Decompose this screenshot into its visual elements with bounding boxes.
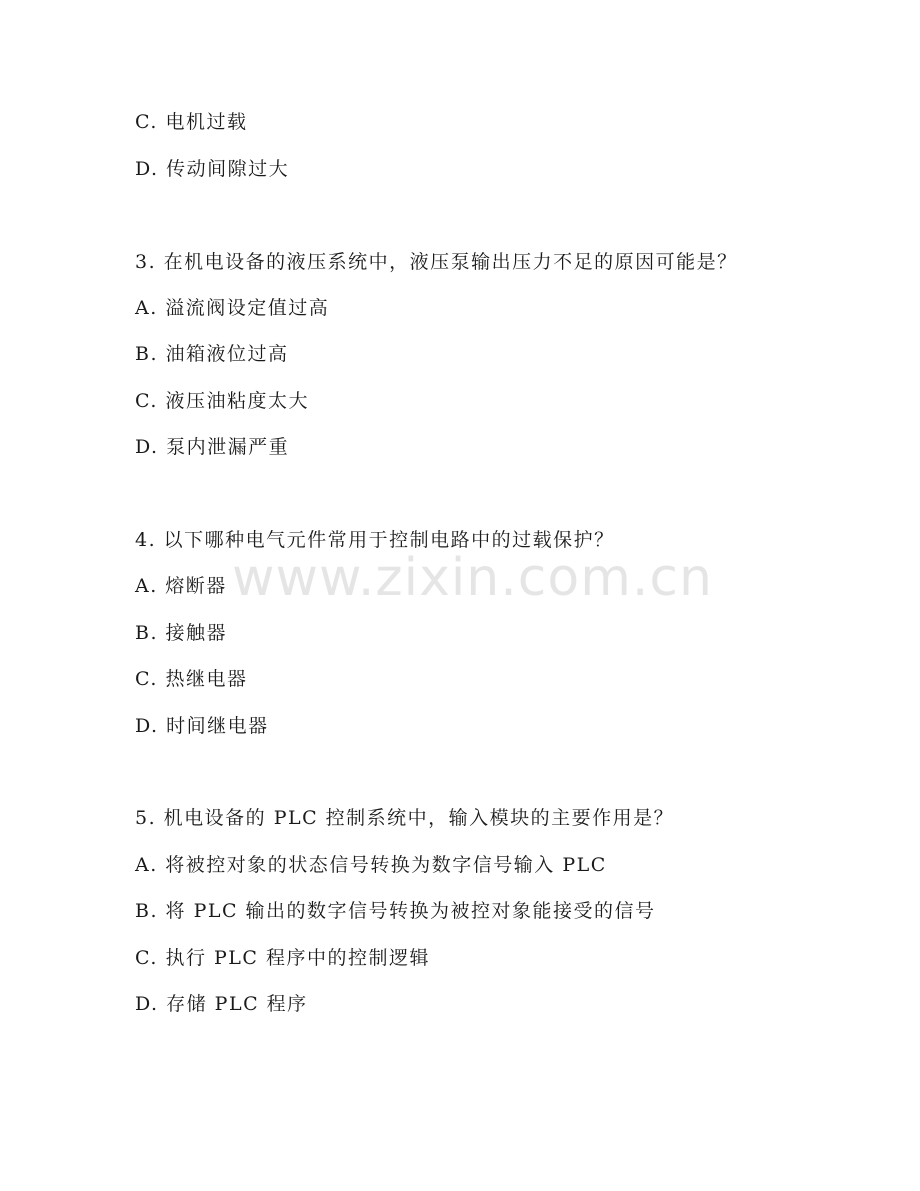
q5-question: 5. 机电设备的 PLC 控制系统中，输入模块的主要作用是？ (135, 807, 675, 829)
q4-option-d: D. 时间继电器 (135, 715, 269, 737)
q4-option-b: B. 接触器 (135, 622, 228, 644)
q4-option-a: A. 熔断器 (135, 575, 227, 597)
q5-option-a: A. 将被控对象的状态信号转换为数字信号输入 PLC (135, 854, 607, 876)
q5-option-c: C. 执行 PLC 程序中的控制逻辑 (135, 947, 430, 969)
watermark: www.zixin.com.cn (232, 548, 713, 608)
q5-option-b: B. 将 PLC 输出的数字信号转换为被控对象能接受的信号 (135, 900, 656, 922)
q3-option-d: D. 泵内泄漏严重 (135, 436, 290, 458)
q2-option-c: C. 电机过载 (135, 111, 248, 133)
q2-option-d: D. 传动间隙过大 (135, 158, 290, 180)
q3-question: 3. 在机电设备的液压系统中，液压泵输出压力不足的原因可能是？ (135, 251, 738, 273)
q4-question: 4. 以下哪种电气元件常用于控制电路中的过载保护？ (135, 529, 615, 551)
q3-option-c: C. 液压油粘度太大 (135, 390, 309, 412)
q4-option-c: C. 热继电器 (135, 668, 248, 690)
q5-option-d: D. 存储 PLC 程序 (135, 993, 308, 1015)
q3-option-a: A. 溢流阀设定值过高 (135, 297, 330, 319)
q3-option-b: B. 油箱液位过高 (135, 343, 289, 365)
